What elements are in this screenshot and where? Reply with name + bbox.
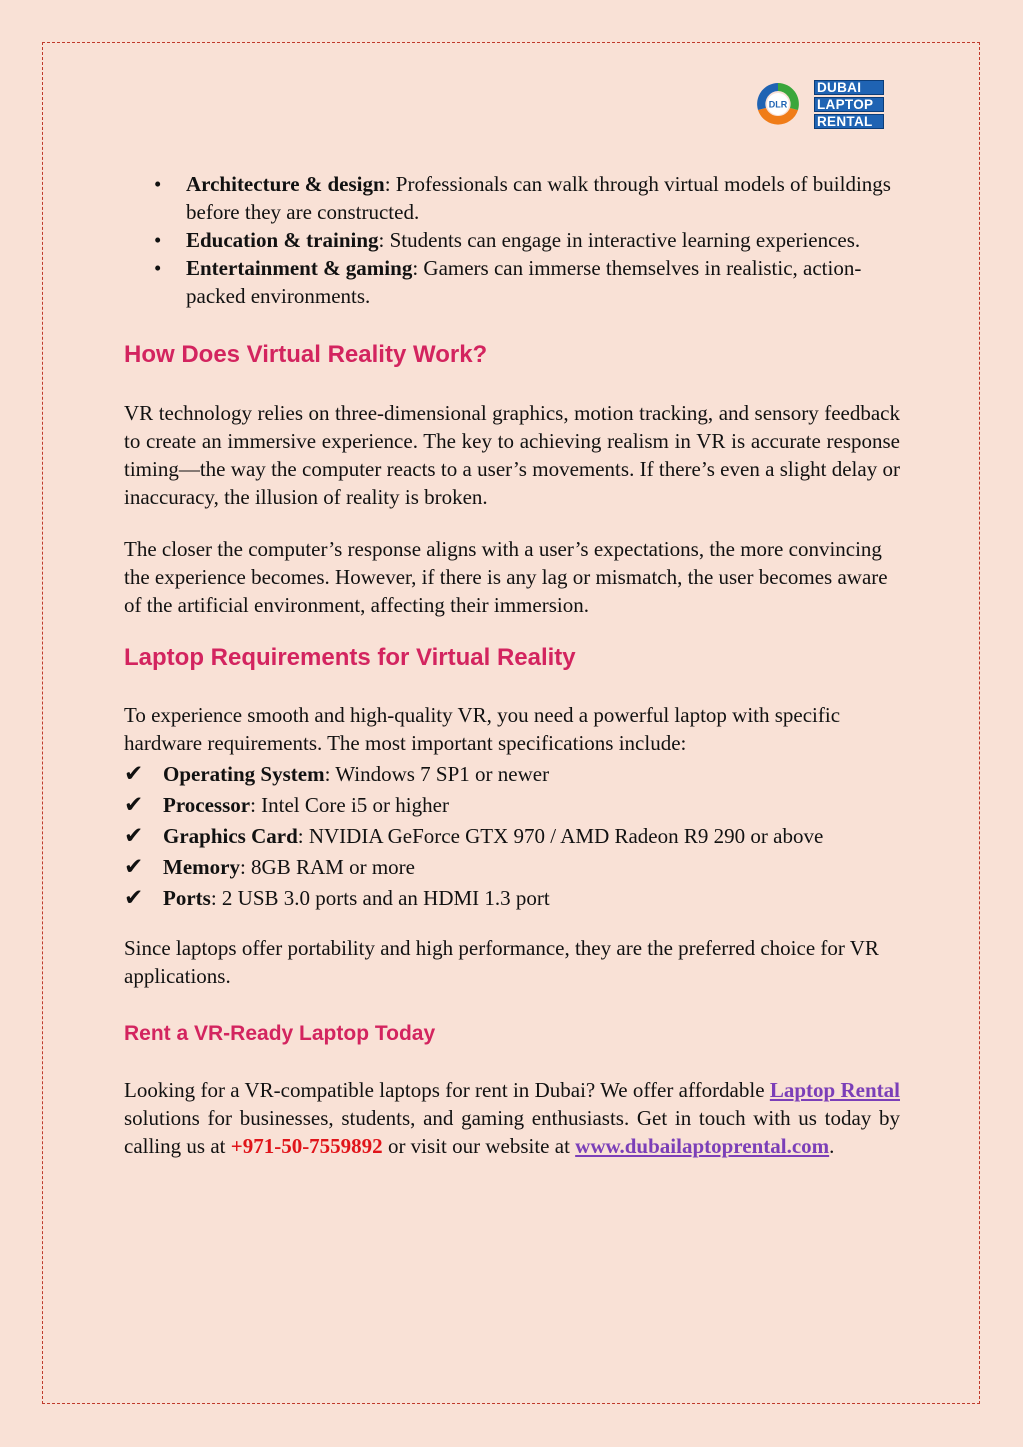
paragraph-portability: Since laptops offer portability and high performance, they are the preferred choice for VR applications.	[124, 936, 879, 988]
list-item	[186, 226, 900, 254]
logo-line-2: LAPTOP	[814, 97, 884, 112]
spec-item	[124, 822, 900, 850]
phone-number[interactable]: +971-50-7559892	[230, 1134, 383, 1158]
spec-list	[124, 760, 900, 912]
spec-value: : NVIDIA GeForce GTX 970 / AMD Radeon R9 290 or above	[297, 824, 824, 848]
paragraph-requirements-intro: To experience smooth and high-quality VR, you need a powerful laptop with specific hardware requirements. The most important specifications include:	[124, 703, 841, 755]
list-item	[186, 170, 900, 226]
spec-term: Processor	[163, 793, 251, 817]
checkmark-icon: ✔	[124, 823, 144, 849]
spec-value: : 2 USB 3.0 ports and an HDMI 1.3 port	[210, 886, 550, 910]
website-link[interactable]: www.dubailaptoprental.com	[575, 1134, 830, 1158]
paragraph-response-alignment: The closer the computer’s response aligns with a user’s expectations, the more convincing the experience becomes. However, if there is any lag or mismatch, the user becomes aware of the artificial environment, affecting their immersion.	[124, 537, 888, 617]
bullet-term: Education & training	[186, 228, 379, 252]
bullet-text: : Gamers can immerse themselves in realistic, action-packed environments.	[186, 256, 862, 308]
heading-how-vr-works: How Does Virtual Reality Work?	[124, 341, 488, 368]
logo-line-3: RENTAL	[814, 114, 884, 129]
spec-term: Graphics Card	[163, 824, 298, 848]
bullet-text: : Students can engage in interactive learning experiences.	[378, 228, 861, 252]
paragraph-rental-offer	[124, 1076, 900, 1160]
spec-term: Ports	[163, 886, 211, 910]
logo-mark-icon	[754, 80, 802, 128]
spec-term: Memory	[163, 855, 240, 879]
bullet-term: Entertainment & gaming	[186, 256, 413, 280]
spec-item	[124, 884, 900, 912]
rent-text-4: .	[829, 1134, 835, 1158]
vr-uses-list	[124, 170, 900, 310]
bullet-text: : Professionals can walk through virtual models of buildings before they are constructed.	[186, 172, 891, 224]
spec-item	[124, 760, 900, 788]
company-logo[interactable]	[754, 80, 888, 128]
spec-value: : 8GB RAM or more	[239, 855, 415, 879]
bullet-term: Architecture & design	[186, 172, 385, 196]
rent-text-2: solutions for businesses, students, and gaming enthusiasts. Get in touch with us today by calling us at	[124, 1106, 900, 1158]
logo-wordmark	[814, 80, 884, 131]
rent-text-1: Looking for a VR-compatible laptops for rent in Dubai? We offer affordable	[124, 1078, 770, 1102]
checkmark-icon: ✔	[124, 885, 144, 911]
spec-term: Operating System	[163, 762, 325, 786]
checkmark-icon: ✔	[124, 761, 144, 787]
document-body	[124, 170, 900, 1160]
spec-value: : Intel Core i5 or higher	[250, 793, 449, 817]
heading-laptop-requirements: Laptop Requirements for Virtual Reality	[124, 644, 576, 671]
rent-text-3: or visit our website at	[382, 1134, 576, 1158]
checkmark-icon: ✔	[124, 854, 144, 880]
laptop-rental-link[interactable]: Laptop Rental	[769, 1078, 900, 1102]
paragraph-vr-technology: VR technology relies on three-dimensional graphics, motion tracking, and sensory feedback to create an immersive experience. The key to achieving realism in VR is accurate response timing—the way the computer reacts to a user’s movements. If there’s even a slight delay or inaccuracy, the illusion of reality is broken.	[124, 401, 900, 509]
logo-line-1: DUBAI	[814, 80, 884, 95]
list-item	[186, 254, 900, 310]
logo-mark-text: DLR	[768, 99, 788, 110]
heading-rent-laptop: Rent a VR-Ready Laptop Today	[124, 1022, 436, 1045]
spec-value: : Windows 7 SP1 or newer	[324, 762, 550, 786]
spec-item	[124, 791, 900, 819]
checkmark-icon: ✔	[124, 792, 144, 818]
spec-item	[124, 853, 900, 881]
